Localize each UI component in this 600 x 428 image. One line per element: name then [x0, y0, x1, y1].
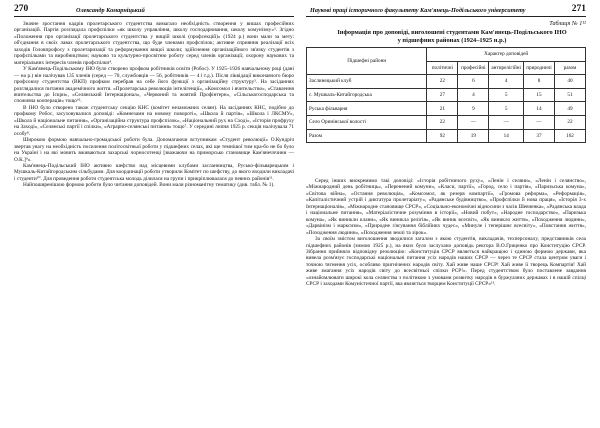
table-cell: 22 [555, 115, 586, 129]
running-head-author: Олександр Комарніцький [76, 7, 145, 14]
column-header: професійні [458, 61, 489, 75]
table-cell: 19 [458, 129, 489, 143]
table-cell: 14 [524, 102, 555, 116]
right-page-header [306, 4, 586, 17]
page-number: 271 [571, 4, 586, 14]
table-cell: — [489, 115, 524, 129]
paragraph: Кам'янець-Подільський ІНО активно шефство над місцевими клубами засланництва, Русько-фільварецьким і Мушкаль-Китайгородським сільбудами. Для координації роботи утворили Комітет по шефству, до якого входили викладачі і студенти¹⁰. Для проведення роботи студентська молодь ділилася на групи і прикріплювалася до певних районів¹¹. [14, 162, 294, 182]
table-cell: 5 [489, 88, 524, 102]
left-body-text [14, 21, 294, 189]
table-cell: 27 [427, 88, 458, 102]
table-header-row [307, 48, 586, 62]
table-cell: 14 [489, 129, 524, 143]
column-header: природничі [524, 61, 555, 75]
paragraph: Широкою формою навчально-громадської роботи була. Допомагаючи вступникам «Студент революції» О.Кундріч звертав увагу на необхідність посилення політосвітньої роботи у підшефних селах, які ще темнішої тим кра-бо не бо було на Україні і на які мовить вживаються захарські чорносотенці [зважаючи на приморсько становище Кам'янечччини — О.К.]⁹». [14, 137, 294, 163]
table-cell: 9 [458, 102, 489, 116]
table-row [307, 88, 586, 102]
column-header: разом [555, 61, 586, 75]
data-table [306, 47, 586, 143]
paragraph: За своїм змістом виголошення зводилися загалом з якою студентів, викладачів, техперсоналу, представників села підшефних районів (зимою 1925 р.), на яких було заслухано доповідь ректора В.О.Гриценко про Конституцію СРСР. Зібрання прийняло відповідну резолюцію: «Конституція СРСР являється найкращою і єдиною формою держави, яка вивела розм'язує господарські національні питання усіх народів наших СРСР — через те СРСР стала центром уваги і точною тягнення усіх, особливо пригнічених народів світу. Хай живе наше СРСР! Хай живе її творець Компартія! Хай живе змагання усіх народів світу до всесвітньої спілки РСР!». Перед студентством було поставлене завдання «ознайомлювати широкі кола селянства з політикою з умовами розвитку народів в буржуазних державах і в нашій спілці СРСР і заходами Комуністичної партії, яка являється творцем Конституції СРСР»¹³. [306, 236, 586, 288]
table-cell: 92 [427, 129, 458, 143]
table-cell: 162 [555, 129, 586, 143]
table-cell: 4 [489, 75, 524, 89]
row-label: с. Мушкаль-Китайгородська [307, 88, 427, 102]
right-body-text [306, 178, 586, 288]
table-row [307, 75, 586, 89]
table-cell: 21 [427, 102, 458, 116]
table-title: Інформація про доповіді, виголошені студентами Кам'янець-Подільського ІНО у підшефних районах (1924–1925 н.р.) [337, 29, 567, 44]
running-head-title: Наукові праці історичного факультету Кам'янець-Подільського університету [310, 7, 526, 14]
row-label: Село Оринінської волості [307, 115, 427, 129]
table-cell: 51 [555, 88, 586, 102]
paragraph: В ІНО було створено також студентську секцію КНС (комітет незаможних селян). На засіданнях КНС, подібно до профкому Робос, засуховувалися доповіді: «Комнезами на новому повороті», «Школа й партія», «Школа і ЛКСМУ», «Школа й національне питання», «Організаційна структура профспілок», «Національний рух на Сході», «Історія профруху на Заході», «Селянські партії і спілки», «Аграрно-селянські питання» тощо⁷. У середині липня 1925 р. секція налічувала 71 особу⁸. [14, 104, 294, 137]
table-cell: 22 [427, 115, 458, 129]
column-header: політичні [427, 61, 458, 75]
table-row [307, 102, 586, 116]
row-label: Заслинецький клуб [307, 75, 427, 89]
left-page-header [14, 4, 294, 17]
table-cell: 40 [555, 75, 586, 89]
column-header-districts: Підшефні райони [307, 48, 427, 75]
table-label: Таблиця № 1¹² [549, 20, 586, 27]
page-number: 270 [14, 4, 29, 14]
table-cell: 6 [458, 75, 489, 89]
paragraph: Значне зростання кадрів пролетарського студентства вимагало необхідність створення у вишах професійних організацій. Партія розглядала профспілки «як школу управління, школу господарювання, школу комунізму»³. Згідно «Положення про організації пролетарського студентства у вищій школі (профсекцій)» (1924 р.) вони мали за мету: об'єднання в своїх лавах пролетарського студентства, що буде членами профспілок; активне сприяння реалізації всіх заходів Головпрофосу з пролетаризації та реформування вищої школи; здійснення організаційного зв'язку студентів з профспілками та виробництвом; науково та культурно-просвітню роботу серед членів організації; охорону наукових та матеріальних інтересів членів профспілки⁴. [14, 21, 294, 66]
table-cell: — [458, 115, 489, 129]
column-header-group: Характер доповідей [427, 48, 586, 62]
table-cell: 4 [458, 88, 489, 102]
paragraph: У Кам'янець-Подільському ІНО було створено профком робітників освіти (Робос). У 1925–1926 навчальному році (дані — на р.) він налічував 135 членів (серед — 70, службовців — 56, робітників — 4 і т.д.). Після ліквідації виконавчого бюро профсоюзу студентства (ВКП) профком перебрав на себе його функції з організаційну структуру⁵. На засіданнях розглядалися питання академічного життя. «Пролетарська революція інтелігенції», «Комсомол і вчительство», «Ставлення вчительства до Іскри», «Селянський Інтернаціонал», «Червоний та жовтий Профінтерн», «Сільськогосподарська та споживча кооперація» тощо⁶². [14, 66, 294, 105]
row-label: Руська фільварня [307, 102, 427, 116]
table-cell: 22 [427, 75, 458, 89]
table-cell: — [524, 115, 555, 129]
paragraph: Найпоширенішою формою роботи було читання доповідей. Вони мали різноманітну тематику (див. табл. № 1). [23, 182, 275, 189]
column-header: антирелігійні [489, 61, 524, 75]
table-cell: 15 [524, 88, 555, 102]
table-cell: 5 [489, 102, 524, 116]
table-cell: 49 [555, 102, 586, 116]
table-cell: 37 [524, 129, 555, 143]
right-page [300, 0, 600, 428]
table-row [307, 115, 586, 129]
paragraph: Серед інших виокремимо такі доповіді: «Історія робітничого руху», «Ленін і селяни», «Ленін і селянство», «Міжнародний день робітниць», «Перенений комуни», «Класи, партії», «Город, село і партія», «Паризьська комуна», «Світова війна», «Остання революція», «Комсомол, як резерв компартії», «Громова реформа», «Реформація», «Капіталістичний устрій і диктатура пролетаріату», «Радянське будівництво», «Профспілки й нова праця», «Історія 3-х Інтернаціоналів», «Міжнародне становище СРСР», «Соціально-економічні відносини з часів Шевченка», «Радянська влада і національне питання», «Матеріалістичне розуміння в історії», «Новий побут», «Народне господарство», «Паризька комуна», «Як виникли клани», «Як виникла релігія», «Як виник всесвіт», «Як виникло життя», «Походження людини», «Дарвінізм і марксизм», «Природне з'ясування біблійних чудес», «Минуле і теперішнє всесвіту», «Повстання життя», «Походження людини», «Походження землі та зірок». [306, 178, 586, 236]
table-cell: 8 [524, 75, 555, 89]
table-row-total [307, 129, 586, 143]
row-label: Разом [307, 129, 427, 143]
